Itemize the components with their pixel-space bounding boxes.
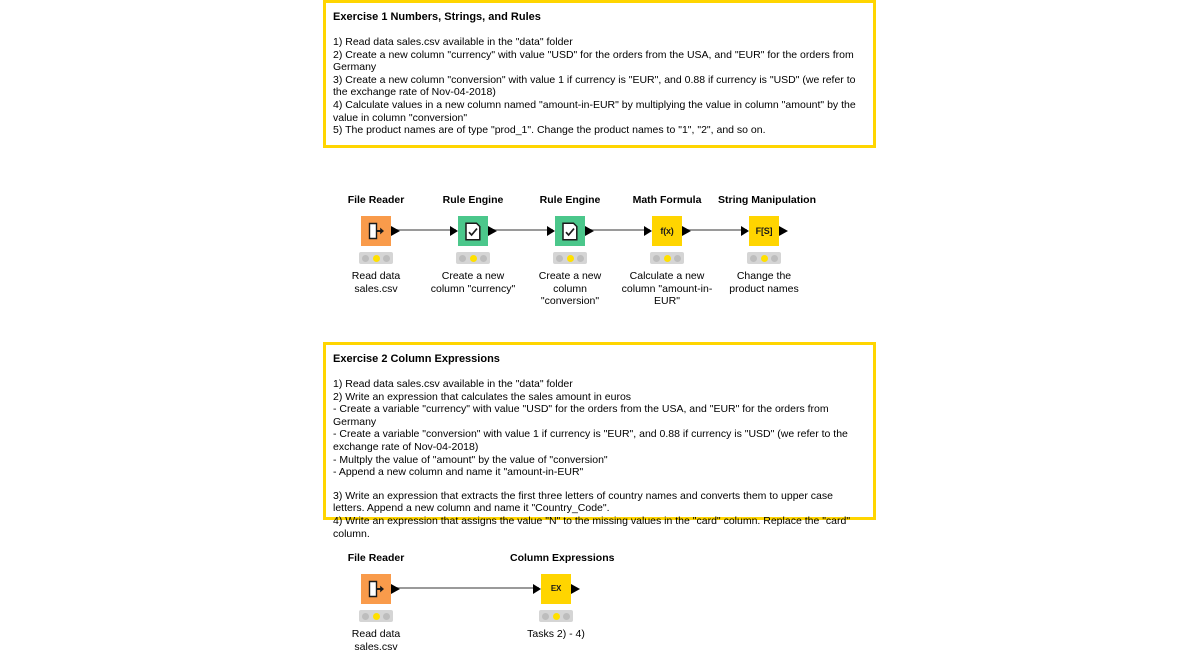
status-light xyxy=(383,613,390,620)
workflow-exercise-2 xyxy=(330,552,630,653)
status-light xyxy=(373,613,380,620)
node-title: File Reader xyxy=(347,552,405,564)
exercise-2-line: 3) Write an expression that extracts the first three letters of country names and converts them to upper case letters. Append a new column and name it "Country_Code". xyxy=(333,489,833,515)
node-title: Math Formula xyxy=(632,194,702,206)
node-status-lights xyxy=(650,252,684,264)
exercise-2-line: - Create a variable "currency" with value "USD" for the orders from the USA, and "EUR" for the orders from Germany xyxy=(333,403,829,428)
status-light xyxy=(750,255,757,262)
workflow-node[interactable] xyxy=(718,194,816,295)
status-light xyxy=(577,255,584,262)
node-body[interactable] xyxy=(330,574,422,604)
exercise-2-line: - Create a variable "conversion" with value 1 if currency is "EUR", and 0.88 if currency is "USD" (we refer to the exchange rate of Nov-04-2018) xyxy=(333,428,848,453)
workflow-node[interactable] xyxy=(427,194,519,295)
status-light xyxy=(556,255,563,262)
workflow-node[interactable] xyxy=(330,552,422,653)
workflow-exercise-1 xyxy=(330,194,850,307)
status-light xyxy=(373,255,380,262)
status-light xyxy=(553,613,560,620)
node-body[interactable] xyxy=(524,216,616,246)
exercise-2-line: 4) Write an expression that assigns the value "N" to the missing values in the "card" column. Replace the "card" column. xyxy=(333,514,851,540)
node-input-port[interactable] xyxy=(741,226,749,236)
status-light xyxy=(653,255,660,262)
node-input-port[interactable] xyxy=(533,584,541,594)
status-light xyxy=(383,255,390,262)
node-input-port[interactable] xyxy=(450,226,458,236)
exercise-2-line: 1) Read data sales.csv available in the "data" folder xyxy=(333,378,573,390)
status-light xyxy=(542,613,549,620)
node-caption: Read data sales.csv xyxy=(351,628,401,653)
string-manipulation-icon[interactable] xyxy=(749,216,779,246)
ex-glyph: EX xyxy=(550,584,562,593)
workflow-node[interactable] xyxy=(621,194,713,308)
node-input-port[interactable] xyxy=(547,226,555,236)
node-caption: Read data sales.csv xyxy=(351,270,401,295)
exercise-2-line: - Multply the value of "amount" by the value of "conversion" xyxy=(333,453,608,466)
node-output-port[interactable] xyxy=(391,226,400,236)
file-reader-icon[interactable] xyxy=(361,216,391,246)
fs-glyph: F[S] xyxy=(755,225,773,236)
exercise-1-callout xyxy=(323,0,876,148)
node-body[interactable] xyxy=(510,574,602,604)
exercise-1-line: 4) Calculate values in a new column named "amount-in-EUR" by multiplying the value in column "amount" by the value in column "conversion" xyxy=(333,98,856,124)
document-check-glyph xyxy=(561,222,579,241)
node-output-port[interactable] xyxy=(391,584,400,594)
exercise-2-line: 2) Write an expression that calculates the sales amount in euros xyxy=(333,390,632,403)
status-light xyxy=(563,613,570,620)
status-light xyxy=(567,255,574,262)
node-status-lights xyxy=(539,610,573,622)
status-light xyxy=(470,255,477,262)
exercise-1-line: 3) Create a new column "conversion" with value 1 if currency is "EUR", and 0.88 if currency is "USD" (we refer to the exchange rate of Nov-04-2018) xyxy=(333,73,856,99)
workflow-node[interactable] xyxy=(510,552,615,641)
node-title: String Manipulation xyxy=(718,194,816,206)
node-status-lights xyxy=(553,252,587,264)
file-arrow-glyph xyxy=(367,580,385,598)
node-output-port[interactable] xyxy=(682,226,691,236)
node-input-port[interactable] xyxy=(644,226,652,236)
node-title: Rule Engine xyxy=(539,194,601,206)
node-body[interactable] xyxy=(718,216,810,246)
exercise-2-title: Exercise 2 Column Expressions xyxy=(333,353,500,365)
status-light xyxy=(674,255,681,262)
exercise-1-line: 1) Read data sales.csv available in the "data" folder xyxy=(333,36,573,48)
document-check-glyph xyxy=(464,222,482,241)
node-output-port[interactable] xyxy=(488,226,497,236)
status-light xyxy=(771,255,778,262)
column-expressions-icon[interactable] xyxy=(541,574,571,604)
status-light xyxy=(459,255,466,262)
exercise-1-title: Exercise 1 Numbers, Strings, and Rules xyxy=(333,11,541,23)
status-light xyxy=(761,255,768,262)
exercise-1-line: 5) The product names are of type "prod_1". Change the product names to "1", "2", and so on. xyxy=(333,124,766,137)
exercise-2-instructions xyxy=(333,378,866,540)
node-status-lights xyxy=(456,252,490,264)
node-output-port[interactable] xyxy=(571,584,580,594)
node-caption: Calculate a new column "amount-in-EUR" xyxy=(621,270,713,307)
node-title: File Reader xyxy=(347,194,405,206)
status-light xyxy=(362,255,369,262)
node-title: Rule Engine xyxy=(442,194,504,206)
node-caption: Create a new column "currency" xyxy=(430,270,516,295)
rule-engine-icon[interactable] xyxy=(555,216,585,246)
node-title: Column Expressions xyxy=(510,552,615,564)
node-caption: Tasks 2) - 4) xyxy=(527,628,585,640)
node-output-port[interactable] xyxy=(779,226,788,236)
math-formula-icon[interactable] xyxy=(652,216,682,246)
workflow-node[interactable] xyxy=(524,194,616,308)
status-light xyxy=(664,255,671,262)
rule-engine-icon[interactable] xyxy=(458,216,488,246)
file-reader-icon[interactable] xyxy=(361,574,391,604)
workflow-node[interactable] xyxy=(330,194,422,295)
fx-glyph: f(x) xyxy=(660,225,674,236)
exercise-2-callout xyxy=(323,342,876,540)
file-arrow-glyph xyxy=(367,222,385,240)
node-body[interactable] xyxy=(621,216,713,246)
exercise-2-line: - Append a new column and name it "amount-in-EUR" xyxy=(333,466,584,479)
exercise-1-instructions xyxy=(333,36,866,137)
node-body[interactable] xyxy=(427,216,519,246)
status-light xyxy=(480,255,487,262)
node-caption: Change the product names xyxy=(729,270,799,295)
node-status-lights xyxy=(747,252,781,264)
exercise-1-line: 2) Create a new column "currency" with value "USD" for the orders from the USA, and "EUR" for the orders from Germany xyxy=(333,48,854,74)
node-body[interactable] xyxy=(330,216,422,246)
node-status-lights xyxy=(359,610,393,622)
node-status-lights xyxy=(359,252,393,264)
node-output-port[interactable] xyxy=(585,226,594,236)
exercise-2-line xyxy=(333,479,866,490)
status-light xyxy=(362,613,369,620)
node-caption: Create a new column "conversion" xyxy=(538,270,602,307)
